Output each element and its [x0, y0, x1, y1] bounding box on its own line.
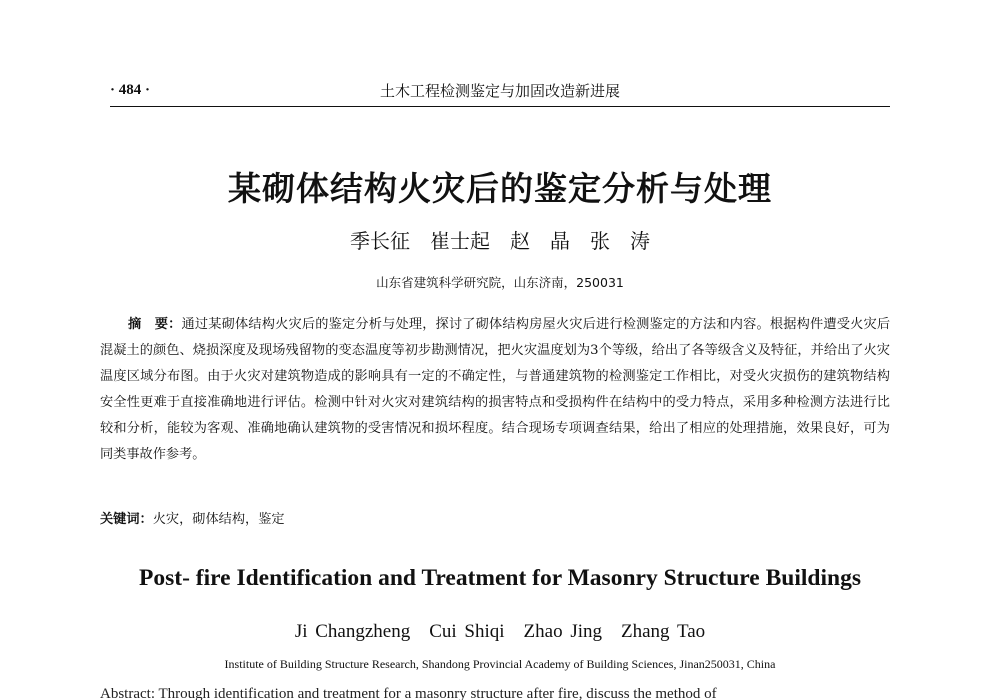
keywords-text: 火灾，砌体结构，鉴定 [152, 512, 285, 527]
abstract-english-cut-line: Abstract: Through identification and treatment for a masonry structure after fire, discuss the method of [100, 686, 717, 700]
keywords-label: 关键词： [100, 512, 153, 527]
affiliation-english: Institute of Building Structure Research, Shandong Provincial Academy of Building Sciences, Jinan250031, China [224, 657, 776, 671]
running-title: 土木工程检测鉴定与加固改造新进展 [379, 82, 620, 100]
running-header [110, 80, 890, 108]
title-english: Post- fire Identification and Treatment for Masonry Structure Buildings [139, 565, 861, 591]
abstract-text: 通过某砌体结构火灾后的鉴定分析与处理，探讨了砌体结构房屋火灾后进行检测鉴定的方法和内容。根据构件遭受火灾后混凝土的颜色、烧损深度及现场残留物的变态温度等初步勘测情况，把火灾温度划为3个等级，给出了各等级含义及特征，并给出了火灾温度区域分布图。由于火灾对建筑物造成的影响具有一定的不确定性，与普通建筑物的检测鉴定工作相比，对受火灾损伤的建筑物结构安全性更难于直接准确地进行评估。检测中针对火灾对建筑结构的损害特点和受损构件在结构中的受力特点，采用多种检测方法进行比较和分析，能较为客观、准确地确认建筑物的受害情况和损坏程度。结合现场专项调查结果，给出了相应的处理措施，效果良好，可为同类事故作参考。 [100, 317, 891, 462]
header-rule [110, 106, 890, 107]
keywords-chinese [100, 507, 890, 533]
affiliation-chinese: 山东省建筑科学研究院，山东济南，250031 [376, 275, 624, 290]
abstract-chinese [100, 312, 890, 468]
page-number: · 484 · [110, 82, 151, 98]
authors-chinese: 季长征 崔士起 赵 晶 张 涛 [350, 229, 650, 253]
title-chinese: 某砌体结构火灾后的鉴定分析与处理 [228, 169, 772, 208]
authors-english: Ji Changzheng Cui Shiqi Zhao Jing Zhang Tao [294, 621, 706, 642]
abstract-label: 摘 要： [128, 317, 182, 332]
